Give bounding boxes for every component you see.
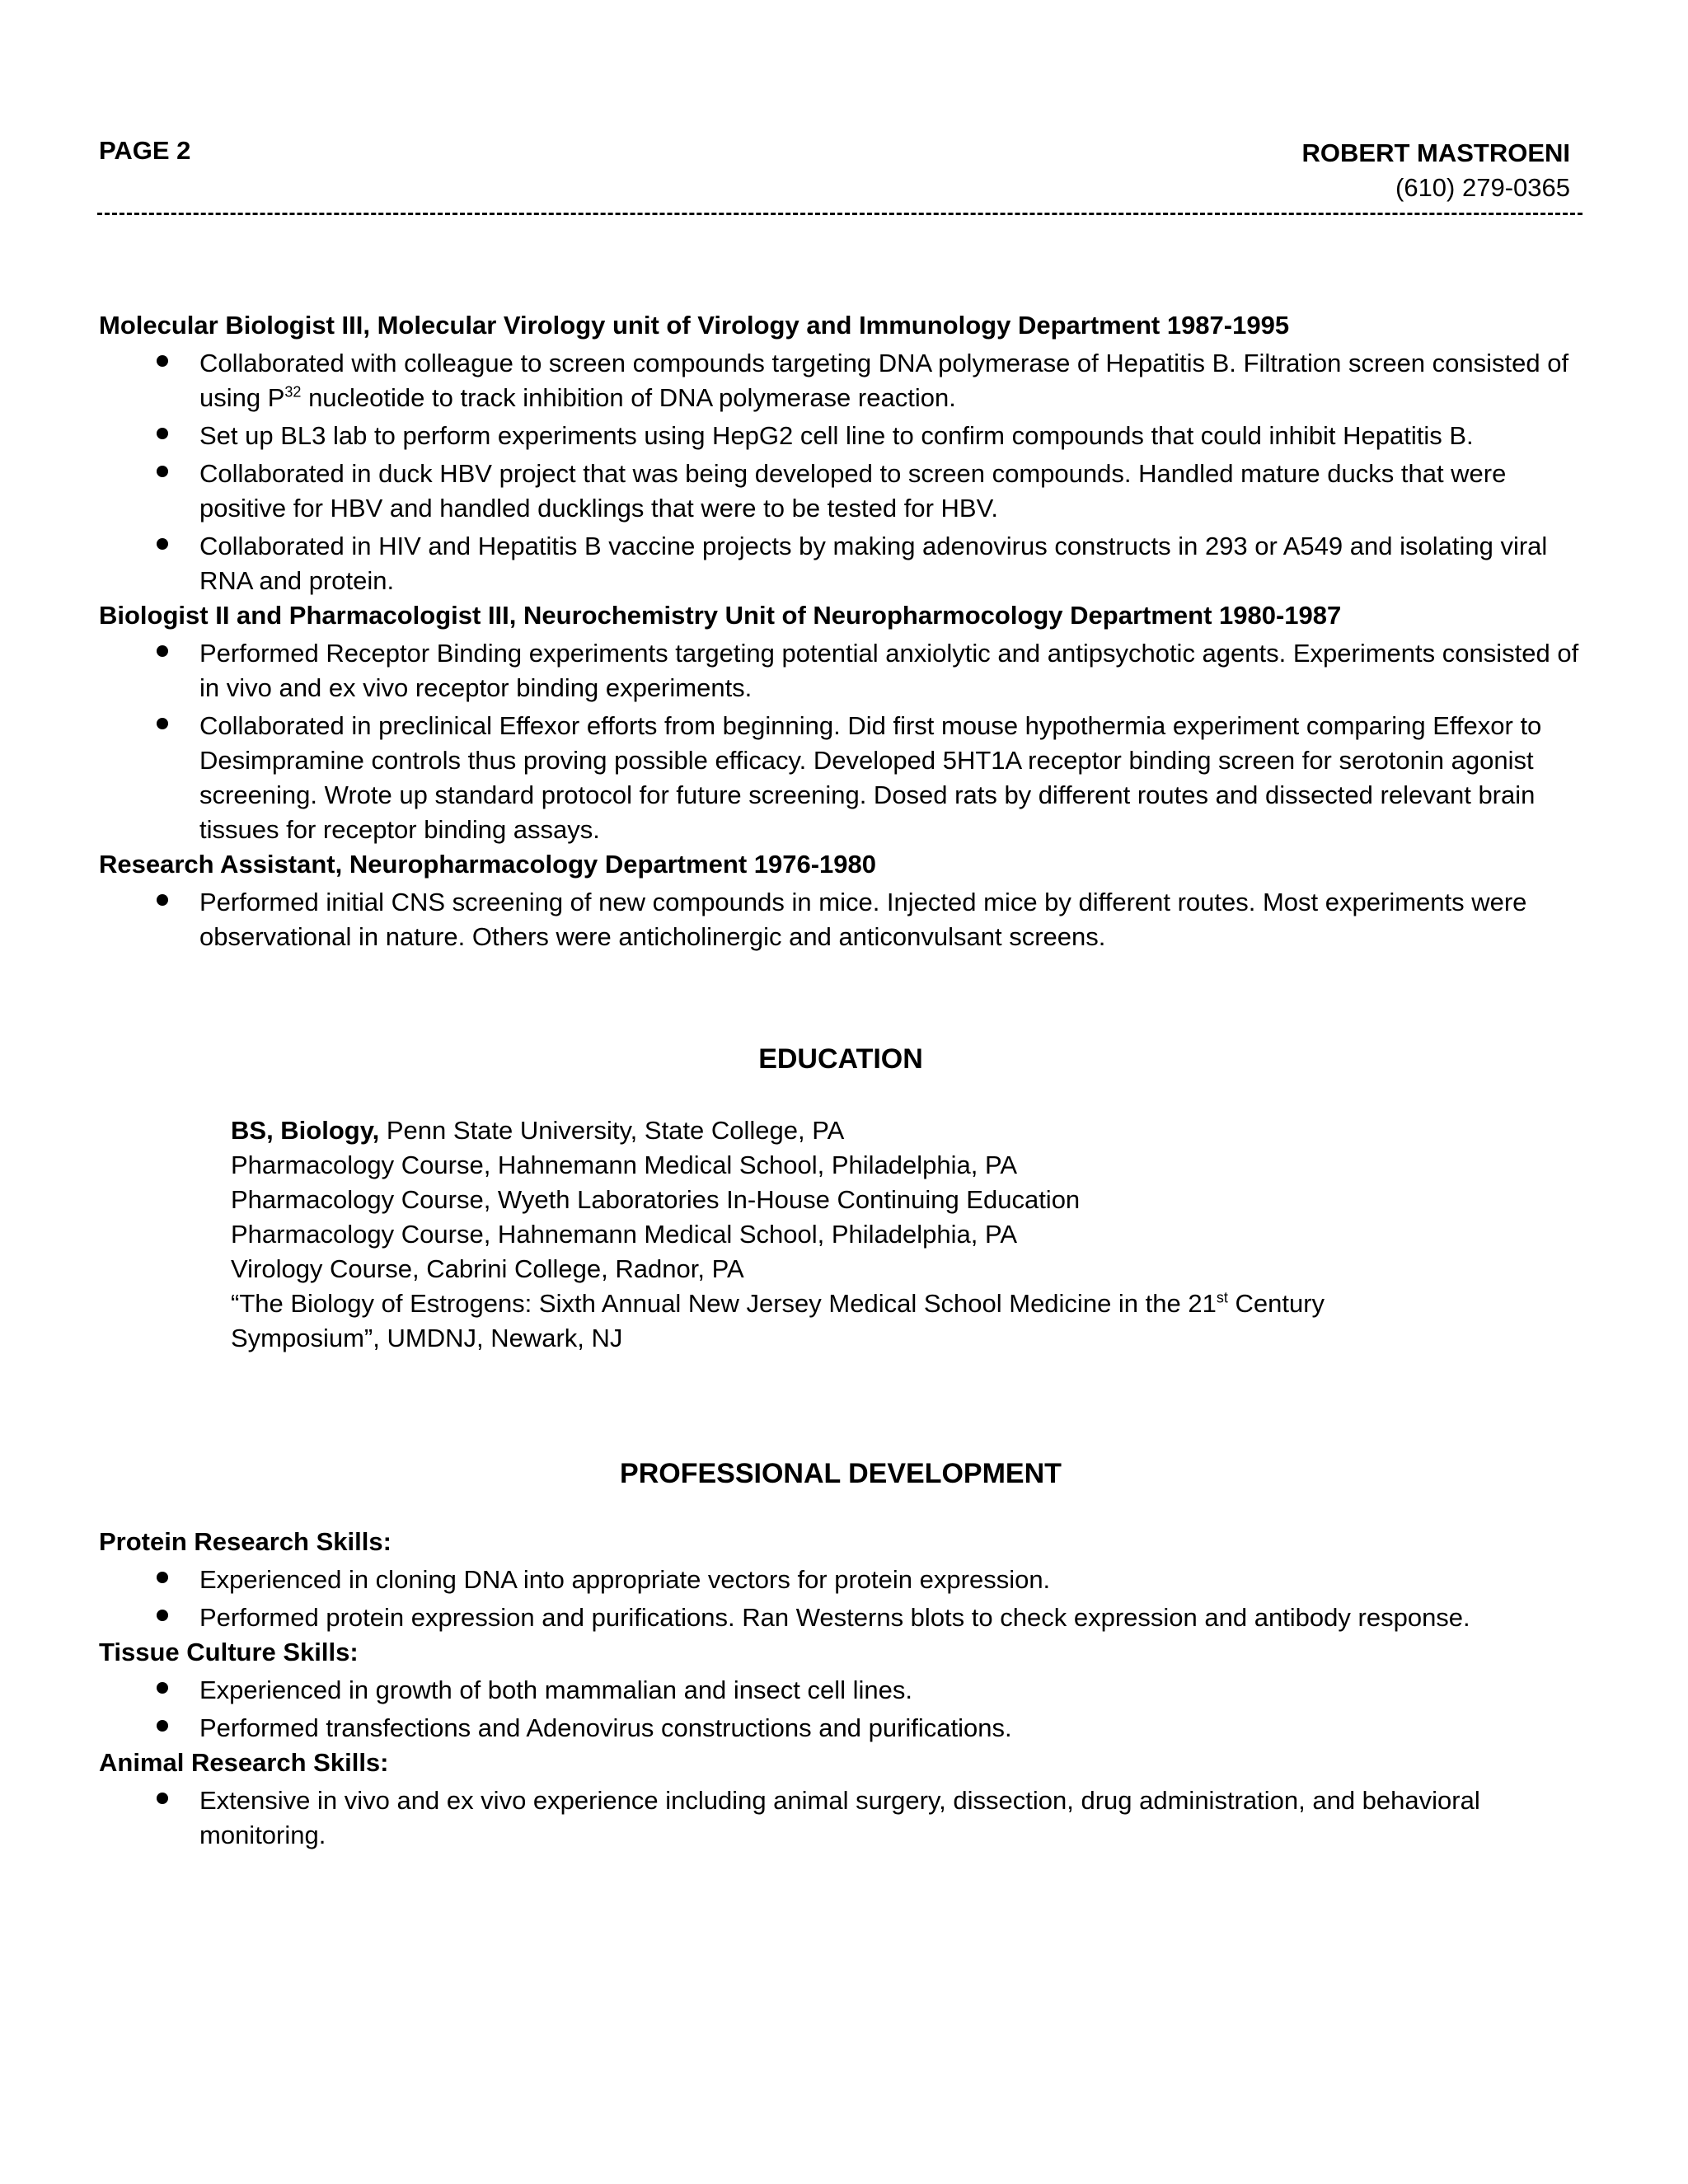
bullet-dot-icon: [157, 1720, 168, 1732]
education-degree: BS, Biology, Penn State University, State College, PA: [231, 1116, 845, 1145]
job-title: Biologist II and Pharmacologist III, Neurochemistry Unit of Neuropharmocology Department 1980-1987: [99, 601, 1342, 630]
education-line: Pharmacology Course, Hahnemann Medical School, Philadelphia, PA: [231, 1151, 1018, 1179]
education-line: Symposium”, UMDNJ, Newark, NJ: [231, 1324, 623, 1352]
skill-group-title: Tissue Culture Skills:: [99, 1638, 359, 1666]
skill-group-title: Protein Research Skills:: [99, 1527, 392, 1556]
bullet-dot-icon: [157, 466, 168, 477]
list-item: Collaborated in preclinical Effexor efforts from beginning. Did first mouse hypothermia experiment comparing Effexor to Desimpramine controls thus proving possible efficacy. Developed 5HT1A receptor binding screen for serotonin agonist screening. Wrote up standard protocol for future screening. Dosed rats by different routes and dissected relevant brain tissues for receptor binding assays.: [99, 709, 1582, 847]
education-heading: EDUCATION: [758, 1043, 923, 1075]
list-item: Collaborated with colleague to screen compounds targeting DNA polymerase of Hepatitis B. Filtration screen consisted of using $P^{32}$ nucleotide to track inhibition of DNA polymerase reaction.: [99, 346, 1582, 415]
page-label: PAGE 2: [99, 136, 191, 165]
list-item: Set up BL3 lab to perform experiments using HepG2 cell line to confirm compounds that could inhibit Hepatitis B.: [99, 419, 1582, 453]
job-bullets: [99, 636, 1582, 847]
list-item: Experienced in cloning DNA into appropriate vectors for protein expression.: [99, 1563, 1582, 1597]
job-title: Molecular Biologist III, Molecular Virology unit of Virology and Immunology Department 1987-1995: [99, 311, 1290, 340]
education-list: [231, 1113, 1582, 1356]
bullet-dot-icon: [157, 1682, 168, 1694]
list-item: Performed Receptor Binding experiments targeting potential anxiolytic and antipsychotic agents. Experiments consisted of in vivo and ex vivo receptor binding experiments.: [99, 636, 1582, 705]
page-content: [99, 308, 1582, 1853]
list-item: Collaborated in HIV and Hepatitis B vaccine projects by making adenovirus constructs in 293 or A549 and isolating viral RNA and protein.: [99, 529, 1582, 598]
skill-bullets: [99, 1673, 1582, 1746]
superscript: st: [1216, 1289, 1228, 1306]
superscript: 32: [284, 383, 302, 401]
bullet-dot-icon: [157, 645, 168, 657]
list-item: Experienced in growth of both mammalian and insect cell lines.: [99, 1673, 1582, 1708]
education-line: Pharmacology Course, Hahnemann Medical School, Philadelphia, PA: [231, 1220, 1018, 1249]
list-item: Extensive in vivo and ex vivo experience including animal surgery, dissection, drug administration, and behavioral monitoring.: [99, 1783, 1582, 1853]
phone-number: (610) 279-0365: [1395, 173, 1570, 202]
bullet-dot-icon: [157, 894, 168, 906]
bullet-dot-icon: [157, 538, 168, 550]
job-bullets: [99, 346, 1582, 598]
list-item: Performed transfections and Adenovirus constructions and purifications.: [99, 1711, 1582, 1746]
bullet-dot-icon: [157, 1572, 168, 1583]
skill-group-title: Animal Research Skills:: [99, 1748, 389, 1777]
education-line: Pharmacology Course, Wyeth Laboratories In-House Continuing Education: [231, 1185, 1081, 1214]
list-item: Collaborated in duck HBV project that was being developed to screen compounds. Handled mature ducks that were positive for HBV and handled ducklings that were to be tested for HBV.: [99, 457, 1582, 526]
contact-block: [1302, 136, 1571, 205]
education-symposium: “The Biology of Estrogens: Sixth Annual New Jersey Medical School Medicine in the 21st Century: [231, 1289, 1325, 1318]
header-divider: [97, 213, 1582, 215]
job-title: Research Assistant, Neuropharmacology Department 1976-1980: [99, 850, 877, 879]
job-bullets: [99, 885, 1582, 954]
education-line: Virology Course, Cabrini College, Radnor, PA: [231, 1254, 744, 1283]
list-item: Performed initial CNS screening of new compounds in mice. Injected mice by different routes. Most experiments were observational in nature. Others were anticholinergic and anticonvulsant screens.: [99, 885, 1582, 954]
bullet-dot-icon: [157, 718, 168, 729]
professional-development-heading: PROFESSIONAL DEVELOPMENT: [620, 1458, 1062, 1489]
skill-bullets: [99, 1563, 1582, 1635]
skill-bullets: [99, 1783, 1582, 1853]
candidate-name: ROBERT MASTROENI: [1301, 138, 1570, 167]
list-item: Performed protein expression and purifications. Ran Westerns blots to check expression and antibody response.: [99, 1601, 1582, 1635]
bullet-dot-icon: [157, 355, 168, 367]
bullet-dot-icon: [157, 1793, 168, 1804]
bullet-dot-icon: [157, 428, 168, 439]
bullet-dot-icon: [157, 1610, 168, 1621]
